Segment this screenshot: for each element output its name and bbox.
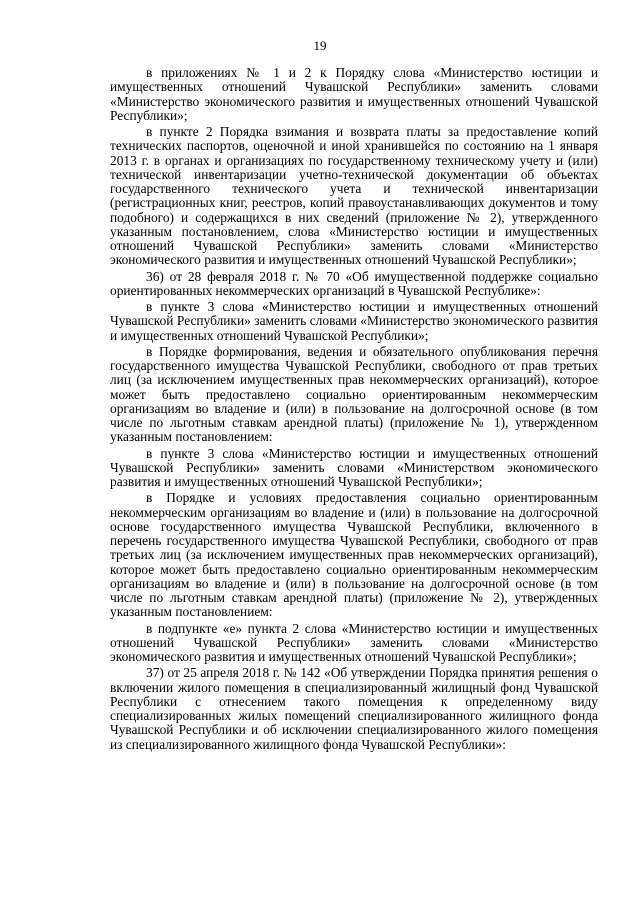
- paragraph-subpoint-e: в подпункте «е» пункта 2 слова «Министерство юстиции и имущественных отношений Чувашской Республики» заменить словами «Министерство экономического развития и имущественных отношений Чувашской Республики»;: [110, 620, 598, 664]
- paragraph-fee-procedure: в пункте 2 Порядка взимания и возврата платы за предоставление копий технических паспортов, оценочной и иной хранившейся по состоянию на 1 января 2013 г. в органах и организациях по государственному техническому учету и (или) технической инвентаризации учетно-технической документации об объектах государственного технического учета и технической инвентаризации (регистрационных книг, реестров, копий правоустанавливающих документов и тому подобного) и содержащихся в них сведений (приложение № 2), утвержденного указанным постановлением, слова «Министерство юстиции и имущественных отношений Чувашской Республики» заменить словами «Министерство экономического развития и имущественных отношений Чувашской Республики»;: [110, 124, 598, 268]
- page-number: 19: [313, 38, 327, 53]
- paragraph-item-36: 36) от 28 февраля 2018 г. № 70 «Об имущественной поддержке социально ориентированных некоммерческих организаций в Чувашской Республике»:: [110, 268, 598, 298]
- paragraph-item-37: 37) от 25 апреля 2018 г. № 142 «Об утверждении Порядка принятия решения о включении жилого помещения в специализированный жилищный фонд Чувашской Республики с отнесением такого помещения к определенному виду специализированных жилых помещений специализированного жилищного фонда Чувашской Республики и об исключении специализированного жилого помещения из специализированного жилищного фонда Чувашской Республики»:: [110, 665, 598, 752]
- paragraph-conditions-procedure: в Порядке и условиях предоставления социально ориентированным некоммерческим организациям во владение и (или) в пользование на долгосрочной основе государственного имущества Чувашской Республики, включенного в перечень государственного имущества Чувашской Республики, свободного от прав третьих лиц (за исключением имущественных прав некоммерческих организаций), которое может быть предоставлено социально ориентированным некоммерческим организациям во владение и (или) в пользование на долгосрочной основе (в том числе по льготным ставкам арендной платы) (приложение № 2), утвержденных указанным постановлением:: [110, 490, 598, 620]
- paragraph-point-3-second: в пункте 3 слова «Министерство юстиции и имущественных отношений Чувашской Республики» заменить словами «Министерством экономического развития и имущественных отношений Чувашской Республики»;: [110, 445, 598, 489]
- paragraph-point-3: в пункте 3 слова «Министерство юстиции и имущественных отношений Чувашской Республики» заменить словами «Министерство экономического развития и имущественных отношений Чувашской Республики»;: [110, 299, 598, 343]
- paragraph-appendices-1-2: в приложениях № 1 и 2 к Порядку слова «Министерство юстиции и имущественных отношений Чувашской Республики» заменить словами «Министерство экономического развития и имущественных отношений Чувашской Республики»;: [110, 65, 598, 123]
- document-body: [110, 66, 598, 752]
- paragraph-list-procedure: в Порядке формирования, ведения и обязательного опубликования перечня государственного имущества Чувашской Республики, свободного от прав третьих лиц (за исключением имущественных прав некоммерческих организаций), которое может быть предоставлено социально ориентированным некоммерческим организациям во владение и (или) в пользование на долгосрочной основе (в том числе по льготным ставкам арендной платы) (приложение № 1), утвержденном указанным постановлением:: [110, 343, 598, 445]
